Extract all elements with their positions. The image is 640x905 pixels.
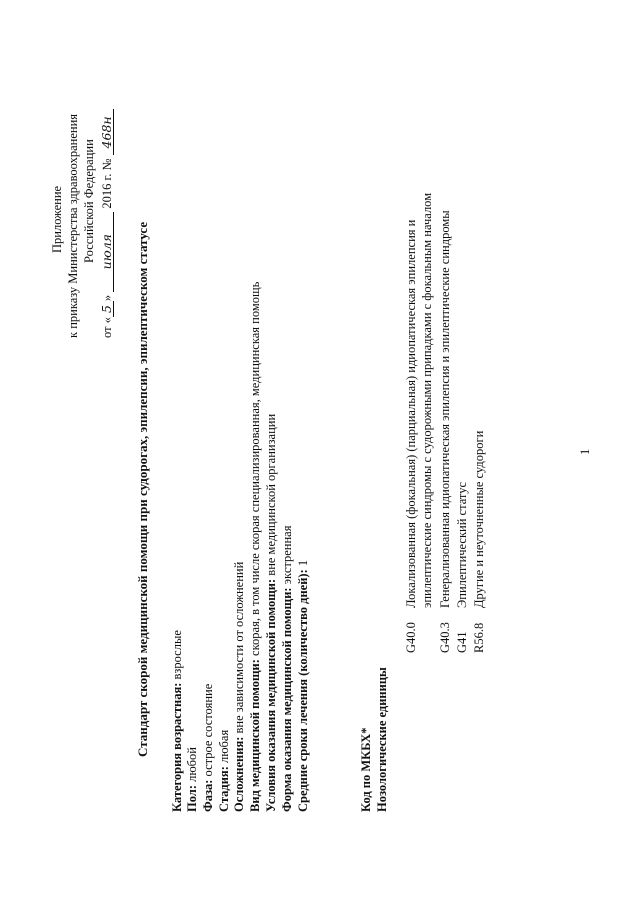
- param-value: 1: [296, 559, 310, 567]
- code-item-code: R56.8: [472, 622, 486, 653]
- date-year: 2016 г. №: [100, 158, 114, 209]
- appendix-date-line: [100, 109, 114, 338]
- date-day-handwritten: 5: [101, 301, 114, 317]
- param-sex: [185, 747, 199, 812]
- param-value: любой: [185, 747, 199, 782]
- param-label: Стадия:: [217, 766, 231, 812]
- code-item-text: Другие и неуточненные судороги: [472, 430, 486, 608]
- param-label: Условия оказания медицинской помощи:: [264, 578, 278, 812]
- param-value: вне зависимости от осложнений: [232, 561, 246, 734]
- param-value: острое состояние: [201, 683, 215, 777]
- code-item-text: Генерализованная идиопатическая эпилепсия и эпилептические синдромы: [438, 210, 452, 608]
- document-title: Стандарт скорой медицинской помощи при судорогах, эпилепсии, эпилептическом статусе: [135, 221, 150, 757]
- code-item-code: G40.0: [404, 622, 418, 653]
- appendix-line2: Российской Федерации: [82, 139, 96, 263]
- appendix-line1: к приказу Министерства здравоохранения: [66, 113, 80, 338]
- param-label: Осложнения:: [232, 736, 246, 812]
- date-mid: »: [100, 294, 114, 302]
- param-care-form: [280, 526, 294, 812]
- param-label: Вид медицинской помощи:: [248, 659, 262, 812]
- param-care-conditions: [264, 414, 278, 812]
- param-label: Средние сроки лечения (количество дней):: [296, 569, 310, 812]
- nosology-label: Нозологические единицы: [375, 667, 389, 812]
- code-item-code: G41: [455, 631, 469, 653]
- param-stage: [217, 730, 231, 812]
- param-care-type: [248, 282, 262, 812]
- param-value: вне медицинской организации: [264, 413, 278, 576]
- date-month-handwritten: июля: [101, 212, 114, 292]
- appendix-title: Приложение: [50, 185, 64, 253]
- code-item-text: Локализованная (фокальная) (парциальная) идиопатическая эпилепсия и: [404, 219, 418, 608]
- param-label: Фаза:: [201, 779, 215, 812]
- param-age: [170, 630, 184, 812]
- param-complications: [232, 562, 246, 812]
- date-prefix: от «: [100, 317, 114, 338]
- param-treatment-duration: [296, 560, 310, 812]
- page-number: 1: [578, 448, 592, 455]
- code-item-code: G40.3: [438, 622, 452, 653]
- mkb-code-label: Код по МКБХ*: [359, 727, 373, 812]
- param-value: экстренная: [280, 525, 294, 585]
- param-value: любая: [217, 729, 231, 764]
- param-value: взрослые: [170, 630, 184, 680]
- code-item-text: Эпилептический статус: [455, 481, 469, 608]
- param-label: Форма оказания медицинской помощи:: [280, 587, 294, 812]
- order-number-handwritten: 468н: [101, 109, 114, 155]
- code-item-text-continued: эпилептические синдромы с судорожными припадками с фокальным началом: [420, 192, 434, 608]
- param-label: Категория возрастная:: [170, 682, 184, 812]
- param-phase: [201, 684, 215, 812]
- param-value: скорая, в том числе скорая специализированная, медицинская помощь: [248, 281, 262, 656]
- param-label: Пол:: [185, 785, 199, 812]
